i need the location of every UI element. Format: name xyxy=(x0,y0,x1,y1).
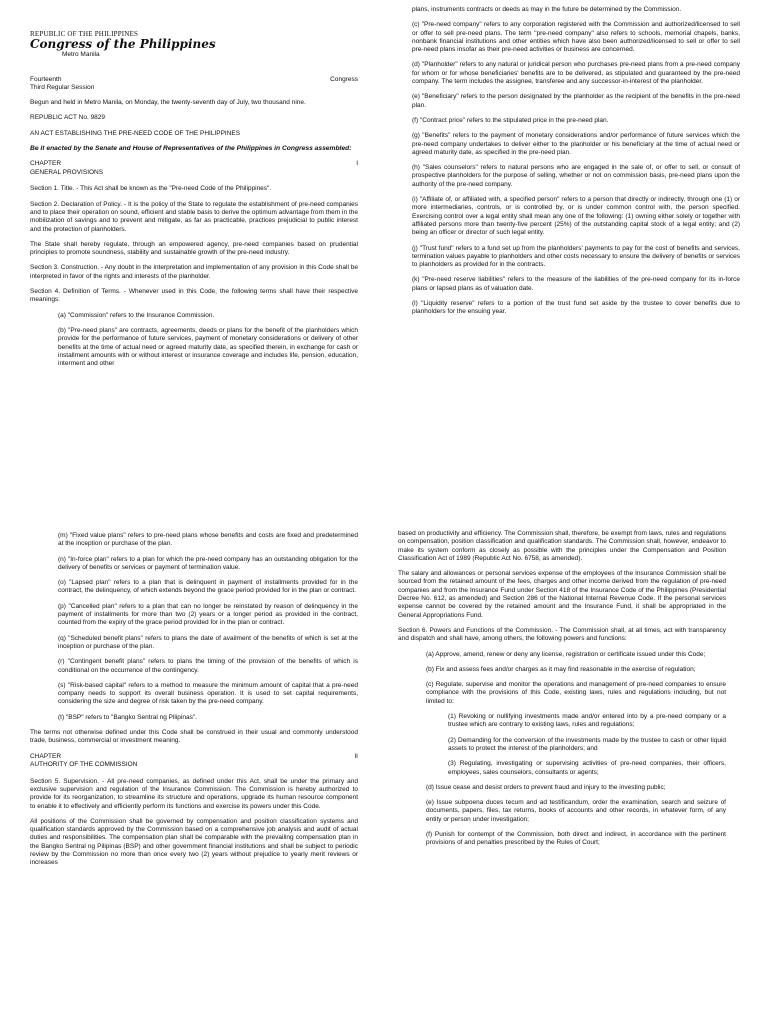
power-d: (d) Issue cease and desist orders to prevent fraud and injury to the investing public; xyxy=(426,783,666,791)
metro-manila: Metro Manila xyxy=(62,51,100,59)
chapter-2-numeral: II xyxy=(354,752,358,760)
act-number: REPUBLIC ACT No. 9829 xyxy=(30,114,106,122)
act-title: AN ACT ESTABLISHING THE PRE-NEED CODE OF THE PHILIPPINES xyxy=(30,129,241,137)
section-2-para-2: The State shall hereby regulate, through an empowered agency, pre-need companies based on prudential principles to promote soundness, stability and sustainable growth of the pre-need industry. xyxy=(30,240,358,257)
section-5-continued: based on productivity and efficiency. The Commission shall, therefore, be exempt from laws, rules and regulations on compensation, position classification and qualification standards. The Commission shall, however, endeavor to make its system conform as closely as possible with the principles under the Compensation and Position Classification Act of 1989 (Republic Act No. 6758, as amended). xyxy=(398,530,726,562)
definition-b-continued: plans, instruments contracts or deeds as may in the future be determined by the Commission. xyxy=(412,6,682,13)
power-c-1: (1) Revoking or nullifying investments made and/or entered into by a pre-need company or a trustee which are contrary to existing laws, rules and regulations; xyxy=(448,713,726,729)
power-c: (c) Regulate, supervise and monitor the operations and management of pre-need companies to ensure compliance with the provisions of this Code, existing laws, rules and regulations including, but not limited to: xyxy=(426,681,726,705)
section-1: Section 1. Title. - This Act shall be known as the "Pre-need Code of the Philippines". xyxy=(30,185,272,193)
power-a: (a) Approve, amend, renew or deny any license, registration or certificate issued under this Code; xyxy=(426,650,706,658)
definition-k: (k) "Pre-need reserve liabilities" refers to the measure of the liabilities of the pre-need company for its in-force plans or lapsed plans as of valuation date. xyxy=(412,276,740,292)
chapter-1-heading xyxy=(30,160,358,177)
definition-f: (f) "Contract price" refers to the stipulated price in the pre-need plan. xyxy=(412,116,609,124)
definition-p: (p) "Cancelled plan" refers to a plan that can no longer be reinstated by reason of delinquency in the payment of installments for more than two (2) years or a longer period as provided in the contract, counted from the expiry of the grace period provided for in the plan or contract. xyxy=(58,602,358,627)
right-column-bottom xyxy=(398,530,726,855)
power-c-3: (3) Regulating, investigating or supervising activities of pre-need companies, their officers, employees, sales counselors, consultants or agents; xyxy=(448,760,726,776)
salary-paragraph: The salary and allowances or personal services expense of the employees of the Insurance Commission shall be sourced from the retained amount of the fees, charges and other income derived from the regulation of pre-need companies and from the Insurance Fund under Section 418 of the Insurance Code of the Philippines (Presidential Decree No. 612, as amended) and Section 286 of the National Internal Revenue Code. If the personal services expense cannot be covered by the retained amount and the Insurance Fund, it shall be appropriated in the General Appropriations Fund. xyxy=(398,570,726,619)
definition-i: (i) "Affiliate of, or affiliated with, a specified person" refers to a person that directly or indirectly, through one (1) or more intermediaries, controls, or is controlled by, or is under common control with, the person specified. Exercising control over a legal entity shall mean any one of the following: (1) owning either solely or together with affiliated persons more than twenty-five percent (25%) of the outstanding capital stock of a legal entity; and (2) being an officer or director of such legal entity. xyxy=(412,196,740,237)
definition-j: (j) "Trust fund" refers to a fund set up from the planholders' payments to pay for the cost of benefits and services, termination values payable to planholders and other costs necessary to ensure the delivery of benefits or services to planholders as provided for in the contracts. xyxy=(412,244,740,269)
power-f: (f) Punish for contempt of the Commission, both direct and indirect, in accordance with the pertinent provisions of and penalties prescribed by the Rules of Court; xyxy=(426,831,726,847)
congress-label: Congress xyxy=(330,75,358,83)
enacting-clause: Be it enacted by the Senate and House of Representatives of the Philippines in Congress assembled: xyxy=(30,145,352,153)
chapter-1-numeral: I xyxy=(356,160,358,168)
definition-r: (r) "Contingent benefit plans" refers to plans the timing of the provision of the benefits of which is conditional on the occurrence of the contingency. xyxy=(58,658,358,674)
fourteenth-label: Fourteenth xyxy=(30,75,62,83)
regular-session: Third Regular Session xyxy=(30,83,95,91)
document-page-bottom xyxy=(0,512,768,1024)
definition-s: (s) "Risk-based capital" refers to a method to measure the minimum amount of capital that a pre-need company needs to support its overall business operation. It is used to set capital requirements, considering the size and degree of risk taken by the pre-need company. xyxy=(58,681,358,706)
definition-d: (d) "Planholder" refers to any natural or juridical person who purchases pre-need plans from a pre-need company for whom or for whose beneficiaries' benefits are to be delivered, as stipulated and guaranteed by the pre-need company. The term includes the assignee, transferee and any successor-in-interest of the planholder. xyxy=(412,61,740,86)
left-column-bottom xyxy=(30,532,358,875)
congress-heading: Congress of the Philippines xyxy=(30,37,216,52)
section-5: Section 5. Supervision. - All pre-need companies, as defined under this Act, shall be under the primary and exclusive supervision and regulation of the Insurance Commission. The Commission is hereby authorized to provide for its reorganization, to streamline its structure and operations, upgrade its human resource component to enable it to effectively and efficiently perform its functions and exercise its powers under this Code. xyxy=(30,777,358,810)
section-6: Section 6. Powers and Functions of the Commission. - The Commission shall, at all times, act with transparency and dispatch and shall have, among others, the following powers and functions: xyxy=(398,626,726,643)
section-2: Section 2. Declaration of Policy. - It is the policy of the State to regulate the establishment of pre-need companies and to place their operation on sound, efficient and stable basis to derive the optimum advantage from them in the mobilization of savings and to prevent and mitigate, as far as practicable, practices prejudicial to public interest and the protection of planholders. xyxy=(30,200,358,233)
chapter-2-heading xyxy=(30,753,358,770)
chapter-2-label: CHAPTER xyxy=(30,752,62,760)
power-b: (b) Fix and assess fees and/or charges as it may find reasonable in the exercise of regulation; xyxy=(426,665,696,673)
definition-o: (o) "Lapsed plan" refers to a plan that is delinquent in payment of installments provided for in the contract, the delinquency, of which extends beyond the grace period provided for in the plan or contract. xyxy=(58,579,358,595)
chapter-1-name: GENERAL PROVISIONS xyxy=(30,168,104,176)
power-e: (e) Issue subpoena duces tecum and ad testificandum, order the examination, search and seizure of documents, papers, files, tax returns, books of accounts and other records, in whatever form, of any entity or person under investigation; xyxy=(426,799,726,823)
definition-a: (a) "Commission" refers to the Insurance Commission. xyxy=(58,311,215,319)
republic-heading: REPUBLIC OF THE PHILIPPINES xyxy=(30,30,139,38)
definition-q: (q) "Scheduled benefit plans" refers to plans the date of availment of the benefits of which is set at the inception or purchase of the plan. xyxy=(58,634,358,650)
definition-e: (e) "Beneficiary" refers to the person designated by the planholder as the recipient of the benefits in the pre-need plan. xyxy=(412,93,740,109)
definition-l: (l) "Liquidity reserve" refers to a portion of the trust fund set aside by the trustee to cover benefits due to planholders for the ensuing year. xyxy=(412,300,740,316)
begun-text: Begun and held in Metro Manila, on Monday, the twenty-seventh day of July, two thousand nine. xyxy=(30,99,306,107)
power-c-2: (2) Demanding for the conversion of the investments made by the trustee to cash or other liquid assets to protect the interest of the planholders; and xyxy=(448,736,726,752)
letterhead xyxy=(30,30,358,60)
definition-h: (h) "Sales counselors" refers to natural persons who are engaged in the sale of, or offer to sell, or consult of prospective planholders for the purpose of selling, whether or not on commission basis, pre-need plans upon the authority of the pre-need company. xyxy=(412,164,740,188)
definition-b: (b) "Pre-need plans" are contracts, agreements, deeds or plans for the benefit of the planholders which provide for the performance of future services, payment of monetary considerations or delivery of other benefits at the time of actual need or agreed maturity date, as specified therein, in exchange for cash or installment amounts with or without interest or insurance coverage and includes life, pension, education, interment and other xyxy=(58,326,358,368)
definition-c: (c) "Pre-need company" refers to any corporation registered with the Commission and authorized/licensed to sell or offer to sell pre-need plans. The term "pre-need company" also refers to schools, memorial chapels, banks, nonbank financial institutions and other entities which have also been authorized/licensed to sell or offer to sell pre-need plans insofar as their pre-need activities or business are concerned. xyxy=(412,21,740,54)
chapter-2-name: AUTHORITY OF THE COMMISSION xyxy=(30,761,138,769)
section-5-para-2: All positions of the Commission shall be governed by compensation and position classification systems and qualification standards approved by the Commission based on a comprehensive job analysis and audit of actual duties and responsibilities. The compensation plan shall be comparable with the prevailing compensation plan in the Bangko Sentral ng Pilipinas (BSP) and other government financial institutions and shall be subject to periodic review by the Commission no more than once every two (2) years without prejudice to yearly merit reviews or increases xyxy=(30,817,358,867)
terms-paragraph: The terms not otherwise defined under this Code shall be construed in their usual and commonly understood trade, business, commercial or investment meaning. xyxy=(30,729,358,745)
definition-n: (n) "In-force plan" refers to a plan for which the pre-need company has an outstanding obligation for the delivery of benefits or services or payment of termination value. xyxy=(58,555,358,571)
left-column-top xyxy=(30,30,358,375)
section-4: Section 4. Definition of Terms. - Whenever used in this Code, the following terms shall have their respective meanings: xyxy=(30,288,358,304)
definition-g: (g) "Benefits" refers to the payment of monetary considerations and/or performance of future services which the pre-need company undertakes to deliver either to the planholder or his beneficiary at the time of actual need or agreed maturity date, as specified in the pre-need plan. xyxy=(412,132,740,156)
chapter-1-label: CHAPTER xyxy=(30,160,62,168)
section-3: Section 3. Construction. - Any doubt in the interpretation and implementation of any provision in this Code shall be interpreted in favor of the rights and interests of the planholder. xyxy=(30,264,358,280)
right-column-top xyxy=(412,6,740,324)
definition-m: (m) "Fixed value plans" refers to pre-need plans whose benefits and costs are fixed and predetermined at the inception or purchase of the plan. xyxy=(58,532,358,548)
definition-t: (t) "BSP" refers to "Bangko Sentral ng Pilipinas". xyxy=(58,713,197,721)
session-row xyxy=(30,76,358,84)
